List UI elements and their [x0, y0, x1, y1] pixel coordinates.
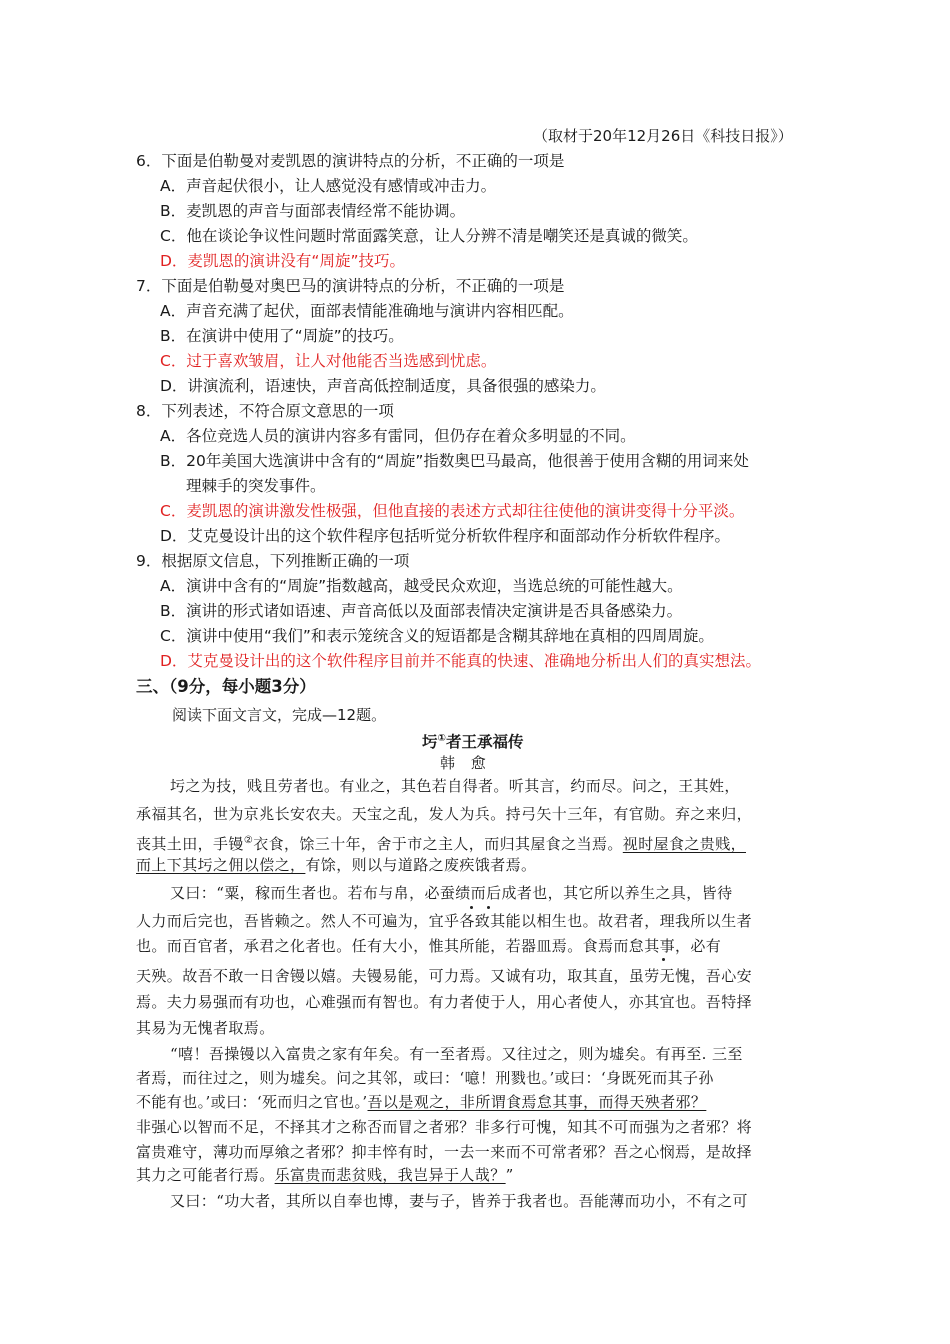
q6-option-c: C．他在谈论争议性问题时常面露笑意，让人分辨不清是嘲笑还是真诚的微笑。: [160, 227, 698, 245]
q8-option-c-answer: C．麦凯恩的演讲激发性极强，但他直接的表述方式却往往使他的演讲变得十分平淡。: [160, 502, 745, 520]
q6-option-d-answer: D．麦凯恩的演讲没有“周旋”技巧。: [160, 252, 405, 270]
q7-option-c-answer: C．过于喜欢皱眉，让人对他能否当选感到忧虑。: [160, 352, 497, 370]
passage-line-7: 也。而百官者，承君之化者也。任有大小，惟其所能，若器皿焉。食焉而怠其事，必有: [136, 937, 722, 955]
section-instruction: 阅读下面文言文，完成—12题。: [172, 706, 387, 724]
passage-title: [422, 729, 524, 752]
emphasis-dot: [662, 958, 665, 961]
passage-line-6: 人力而后完也，吾皆赖之。然人不可遍为，宜乎各致其能以相生也。故君者，理我所以生者: [136, 912, 753, 930]
passage-line-2: 承福其名，世为京兆长安农夫。天宝之乱，发人为兵。持弓矢十三年，有官勋。弃之来归，: [136, 805, 753, 823]
q7-option-d: D．讲演流利，语速快，声音高低控制适度，具备很强的感染力。: [160, 377, 606, 395]
l3-mid: 衣食，馀三十年，舍于市之主人，而归其屋食之当焉。: [253, 835, 623, 853]
q8-stem: 8．下列表述，不符合原文意思的一项: [136, 402, 394, 420]
passage-line-11: “嘻！吾操镘以入富贵之家有年矣。有一至者焉。又往过之，则为墟矣。有再至. 三至: [170, 1045, 743, 1063]
l16-post: ”: [505, 1166, 514, 1184]
underlined-sentence-1a: 视时屋食之贵贱，: [622, 835, 746, 853]
q7-option-b: B．在演讲中使用了“周旋”的技巧。: [160, 327, 404, 345]
passage-author: 韩 愈: [440, 754, 487, 772]
title-pre: 圬: [422, 733, 438, 752]
underlined-sentence-3: 乐富贵而悲贫贱，我岂异于人哉？: [274, 1166, 506, 1184]
passage-line-3: [136, 831, 746, 854]
q9-stem: 9．根据原文信息，下列推断正确的一项: [136, 552, 410, 570]
l4-post: 有馀，则以与道路之废疾饿者焉。: [305, 856, 537, 874]
passage-line-1: 圬之为技，贱且劳者也。有业之，其色若自得者。听其言，约而尽。问之，王其姓，: [170, 777, 740, 795]
underlined-sentence-2: 吾以是观之，非所谓食焉怠其事，而得天殃者邪？: [367, 1093, 707, 1111]
title-footnote-mark: ①: [437, 733, 446, 744]
q9-option-d-answer: D．艾克曼设计出的这个软件程序目前并不能真的快速、准确地分析出人们的真实想法。: [160, 652, 761, 670]
q7-stem: 7．下面是伯勒曼对奥巴马的演讲特点的分析，不正确的一项是: [136, 277, 565, 295]
q7-option-a: A．声音充满了起伏，面部表情能准确地与演讲内容相匹配。: [160, 302, 574, 320]
q6-stem: 6．下面是伯勒曼对麦凯恩的演讲特点的分析，不正确的一项是: [136, 152, 565, 170]
passage-line-5: 又曰：“粟，稼而生者也。若布与帛，必蚕绩而后成者也，其它所以养生之具，皆待: [170, 884, 733, 902]
q8-option-a: A．各位竞选人员的演讲内容多有雷同，但仍存在着众多明显的不同。: [160, 427, 636, 445]
emphasis-dot: [470, 906, 473, 909]
q6-option-a: A．声音起伏很小，让人感觉没有感情或冲击力。: [160, 177, 497, 195]
q6-option-b: B．麦凯恩的声音与面部表情经常不能协调。: [160, 202, 466, 220]
passage-line-9: 焉。夫力易强而有功也，心难强而有智也。有力者使于人，用心者使人，亦其宜也。吾特择: [136, 993, 753, 1011]
q9-option-a: A．演讲中含有的“周旋”指数越高，越受民众欢迎，当选总统的可能性越大。: [160, 577, 683, 595]
passage-line-12: 者焉，而往过之，则为墟矣。问之其邻，或曰：‘噫！刑戮也。’或曰：‘身既死而其子孙: [136, 1069, 714, 1087]
section-heading: 三、（9分，每小题3分）: [136, 677, 316, 696]
source-note: （取材于20年12月26日《科技日报》）: [533, 127, 793, 145]
footnote-mark-2: ②: [243, 835, 254, 846]
q9-option-b: B．演讲的形式诸如语速、声音高低以及面部表情决定演讲是否具备感染力。: [160, 602, 683, 620]
passage-line-10: 其易为无愧者取焉。: [136, 1019, 275, 1037]
l13-pre: 不能有也。’或曰：‘死而归之官也。’: [136, 1093, 368, 1111]
q9-option-c: C．演讲中使用“我们”和表示笼统含义的短语都是含糊其辞地在真相的四周周旋。: [160, 627, 714, 645]
passage-line-17: 又曰：“功大者，其所以自奉也博，妻与子，皆养于我者也。吾能薄而功小，不有之可: [170, 1192, 748, 1210]
passage-line-4: [136, 855, 536, 875]
passage-line-13: [136, 1092, 706, 1112]
l3-pre: 丧其土田，手镘: [136, 835, 244, 853]
title-post: 者王承福传: [445, 733, 524, 752]
q8-option-d: D．艾克曼设计出的这个软件程序包括听觉分析软件程序和面部动作分析软件程序。: [160, 527, 730, 545]
underlined-sentence-1b: 而上下其圬之佣以偿之，: [136, 856, 306, 874]
passage-line-15: 富贵难守，薄功而厚飨之者邪？抑丰悴有时，一去一来而不可常者邪？吾之心悯焉，是故择: [136, 1143, 753, 1161]
q8-option-b: B．20年美国大选演讲中含有的“周旋”指数奥巴马最高，他很善于使用含糊的用词来处: [160, 452, 749, 470]
q8-option-b-cont: 理棘手的突发事件。: [186, 477, 326, 495]
l16-pre: 其力之可能者行焉。: [136, 1166, 275, 1184]
passage-line-14: 非强心以智而不足，不择其才之称否而冒之者邪？非多行可愧，知其不可而强为之者邪？将: [136, 1118, 753, 1136]
emphasis-dot: [487, 906, 490, 909]
passage-line-8: 天殃。故吾不敢一日舍镘以嬉。夫镘易能，可力焉。又诚有功，取其直，虽劳无愧，吾心安: [136, 967, 753, 985]
passage-line-16: [136, 1165, 514, 1185]
